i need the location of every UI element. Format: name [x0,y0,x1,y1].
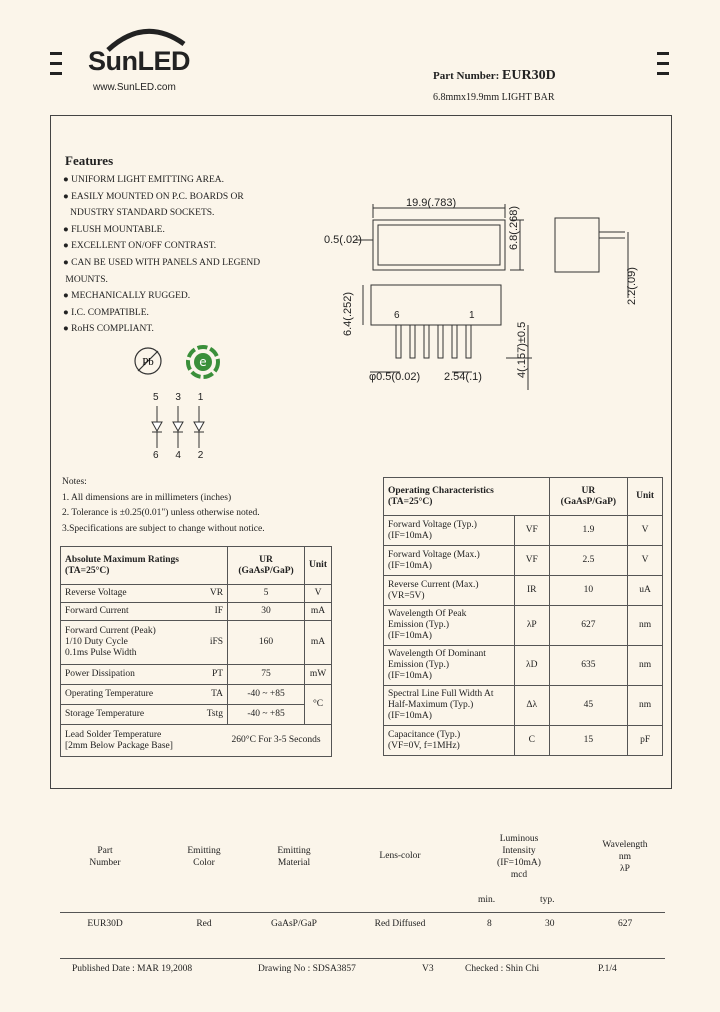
sel-header-lens: Lens-color [379,851,421,861]
sel-color: Red [196,919,212,929]
table-row: Wavelength Of Peak Emission (Typ.) (IF=10mA) λP 627 nm [384,606,663,646]
abs-header: Absolute Maximum Ratings (TA=25°C) [61,547,228,585]
feature-item: ● EASILY MOUNTED ON P.C. BOARDS OR [63,191,244,202]
sel-header-part: Part Number [89,846,121,868]
part-description: 6.8mmx19.9mm LIGHT BAR [433,92,555,103]
rohs-icon [185,344,221,380]
corner-mark [50,72,62,75]
page-number: P.1/4 [598,964,617,974]
op-col-unit: Unit [628,478,663,516]
sel-divider [60,912,665,913]
note-item: 2. Tolerance is ±0.25(0.01") unless otherwise noted. [62,508,260,518]
version: V3 [422,964,434,974]
sel-min: 8 [487,919,492,929]
table-row: Forward Voltage (Max.) (IF=10mA) VF 2.5 V [384,546,663,576]
operating-characteristics-table [383,477,663,756]
note-item: 3.Specifications are subject to change without notice. [62,523,265,534]
pin-label: 2 [197,450,204,461]
dim-height: 6.8(.268) [508,205,520,250]
table-row: Reverse Voltage VR 5 V [61,585,332,603]
corner-mark [50,62,62,65]
table-row: Forward Current (Peak) 1/10 Duty Cycle 0.1ms Pulse Width iFS 160 mA [61,621,332,665]
feature-item: ● I.C. COMPATIBLE. [63,307,149,318]
sel-part: EUR30D [87,919,123,929]
table-row: Forward Current IF 30 mA [61,603,332,621]
corner-mark [657,72,669,75]
pin-6-label: 6 [394,310,400,321]
drawing-number: Drawing No : SDSA3857 [258,964,356,974]
sel-wave: 627 [618,919,633,929]
table-row: Operating Temperature TA -40 ~ +85 °C [61,685,332,705]
dim-left: 0.5(.02) [324,234,362,246]
abs-col-ur: UR (GaAsP/GaP) [228,547,305,585]
features-list [63,172,260,338]
dim-side: 2.2(.09) [626,267,638,305]
table-row: Power Dissipation PT 75 mW [61,665,332,685]
feature-item: NDUSTRY STANDARD SOCKETS. [70,208,215,219]
logo: SunLED [88,46,190,76]
led-circuit-diagram [148,404,208,450]
circuit-pins-bottom [153,450,203,461]
sel-typ: 30 [545,919,555,929]
abs-col-unit: Unit [305,547,332,585]
part-label: Part Number: [433,70,500,82]
table-row: Spectral Line Full Width At Half-Maximum (Typ.) (IF=10mA) Δλ 45 nm [384,686,663,726]
feature-item: ● FLUSH MOUNTABLE. [63,224,165,235]
sel-lens: Red Diffused [374,919,426,929]
notes [62,475,265,537]
sel-material: GaAsP/GaP [271,919,317,929]
sel-header-wavelength: Wavelength nm λP [602,840,648,874]
sel-header-color: Emitting Color [187,846,221,868]
dim-lead: 4(.157)±0.5 [516,321,528,378]
website-url: www.SunLED.com [93,82,176,93]
feature-item: ● EXCELLENT ON/OFF CONTRAST. [63,241,217,252]
pb-text: Pb [142,356,154,368]
corner-mark [657,62,669,65]
sel-header-min: min. [478,895,496,905]
dim-body: 6.4(.252) [342,291,354,336]
pin-1-label: 1 [469,310,475,321]
dim-width: 19.9(.783) [406,197,457,209]
dim-diameter: φ0.5(0.02) [369,371,421,383]
features-title: Features [65,153,114,168]
table-row: Forward Voltage (Typ.) (IF=10mA) VF 1.9 V [384,516,663,546]
circuit-pins-top [153,392,203,403]
dimension-drawing [310,190,650,390]
table-row: Storage Temperature Tstg -40 ~ +85 [61,705,332,725]
svg-text:e: e [199,355,207,369]
pin-label: 3 [175,392,181,403]
pin-label: 1 [197,392,204,403]
pin-label: 4 [175,450,181,461]
feature-item: ● RoHS COMPLIANT. [63,324,154,335]
corner-mark [50,52,62,55]
table-row: Lead Solder Temperature [2mm Below Package Base] 260°C For 3-5 Seconds [61,725,332,757]
corner-mark [657,52,669,55]
feature-item: ● CAN BE USED WITH PANELS AND LEGEND [63,257,261,268]
pb-free-icon [133,346,163,376]
note-item: 1. All dimensions are in millimeters (inches) [62,492,232,503]
op-col-ur: UR (GaAsP/GaP) [549,478,628,516]
table-row: Reverse Current (Max.) (VR=5V) IR 10 uA [384,576,663,606]
dim-pitch: 2.54(.1) [444,371,482,383]
pin-label: 5 [153,392,159,403]
op-header: Operating Characteristics (TA=25°C) [384,478,550,516]
sel-header-typ: typ. [540,895,555,905]
absolute-max-ratings-table [60,546,332,757]
part-value: EUR30D [502,68,556,83]
feature-item: MOUNTS. [65,274,108,285]
feature-item: ● UNIFORM LIGHT EMITTING AREA. [63,175,224,185]
table-row: Capacitance (Typ.) (VF=0V, f=1MHz) C 15 pF [384,726,663,756]
sel-header-material: Emitting Material [277,846,311,868]
feature-item: ● MECHANICALLY RUGGED. [63,291,191,302]
table-row: Wavelength Of Dominant Emission (Typ.) (IF=10mA) λD 635 nm [384,646,663,686]
published-date: Published Date : MAR 19,2008 [72,964,193,974]
pin-label: 6 [153,450,159,461]
notes-title: Notes: [62,477,87,487]
checked-by: Checked : Shin Chi [465,964,540,974]
footer-divider [60,958,665,959]
part-number [433,68,556,84]
sel-header-luminous: Luminous Intensity (IF=10mA) mcd [497,834,541,880]
